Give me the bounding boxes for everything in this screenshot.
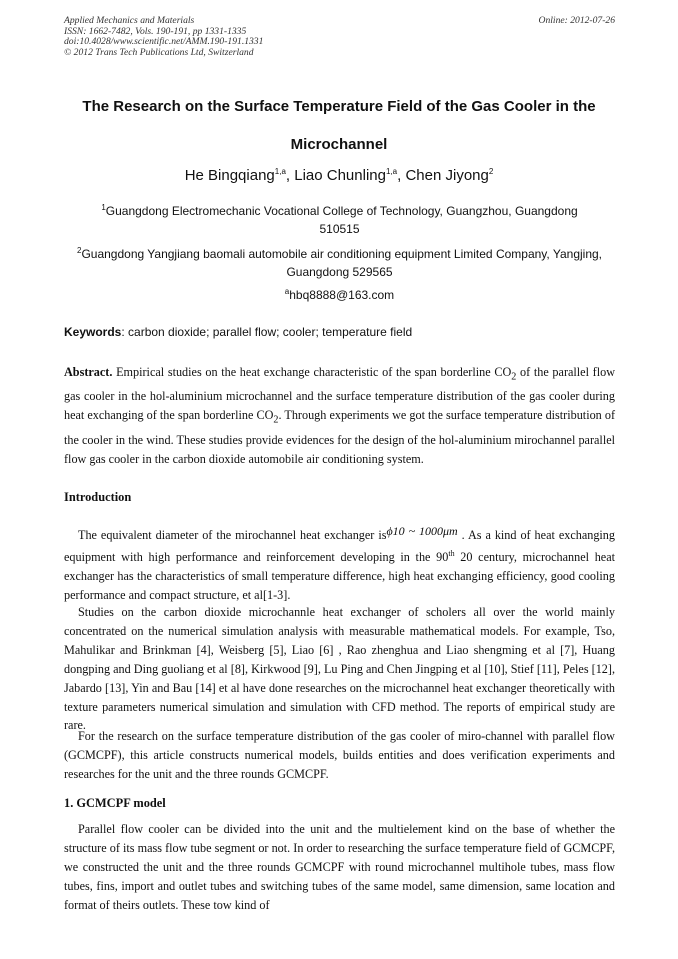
abstract-text: of the parallel flow gas cooler in the hol-aluminium microchannel and the surface temperature distribution of the gas cooler during heat exchanging of the span borderline CO	[64, 365, 615, 423]
paragraph-text: 20 century, microchannel heat exchanger has the characteristics of small temperature difference, high heat exchanging efficiency, good cooling performance and compact structure, et al[1-3].	[64, 549, 615, 602]
title-line-1: The Research on the Surface Temperature Field of the Gas Cooler in the	[82, 98, 596, 115]
affiliation-text: Guangdong Electromechanic Vocational College of Technology, Guangzhou, Guangdong	[105, 204, 578, 218]
section-1-paragraph-1: Parallel flow cooler can be divided into the unit and the multielement kind on the base of whether the structure of its mass flow tube segment or not. In order to researching the surface temperature field of GCMCPF, we constructed the unit and the three rounds GCMCPF with round microchannel multihole tubes, mass flow tubes, fins, import and outlet tubes and switching tubes of the same model, same dimension, same location and format of theirs outlets. These tow kind of	[64, 822, 615, 912]
abstract-text: . Through experiments we got the surface temperature distribution of the cooler in the wind. These studies provide evidences for the design of the hol-aluminium mirochannel parallel flow gas cooler in the carbon dioxide automobile air conditioning system.	[64, 408, 616, 466]
keywords-text: : carbon dioxide; parallel flow; cooler; temperature field	[121, 325, 413, 339]
affiliation-sup: 1	[101, 203, 106, 212]
journal-name: Applied Mechanics and Materials	[64, 15, 195, 26]
online-date: Online: 2012-07-26	[538, 15, 615, 26]
intro-paragraph-1	[64, 526, 615, 605]
superscript: th	[448, 548, 455, 558]
copyright: © 2012 Trans Tech Publications Ltd, Switzerland	[64, 46, 254, 58]
section-1-heading: 1. GCMCPF model	[64, 796, 166, 810]
author-sup: 1,a	[385, 167, 398, 176]
keywords	[64, 325, 615, 339]
abstract-label: Abstract.	[64, 365, 113, 379]
author-sup: 1,a	[274, 167, 286, 176]
abstract	[64, 363, 615, 468]
affiliation-text: Guangdong Yangjiang baomali automobile air conditioning equipment Limited Company, Yangjing,	[81, 247, 603, 261]
author-name: He Bingqiang	[184, 167, 275, 184]
email-link[interactable]: hbq8888@163.com	[289, 288, 395, 302]
author-list	[40, 167, 638, 184]
affiliation-1	[64, 202, 615, 238]
subscript: 2	[273, 414, 279, 426]
doi: doi:10.4028/www.scientific.net/AMM.190-191.1331	[64, 36, 264, 48]
author-name: Chen Jiyong	[405, 167, 489, 184]
paragraph-text: The equivalent diameter of the mirochannel heat exchanger is	[78, 528, 387, 542]
affiliation-sup: 2	[76, 246, 82, 255]
author-sep: ,	[285, 167, 295, 184]
keywords-label: Keywords	[64, 325, 122, 339]
author-sup: 2	[488, 167, 494, 176]
issn: ISSN: 1662-7482, Vols. 190-191, pp 1331-1335	[64, 25, 247, 37]
introduction-heading: Introduction	[64, 490, 132, 504]
intro-paragraph-3: For the research on the surface temperature distribution of the gas cooler of miro-channel with parallel flow (GCMCPF), this article constructs numerical models, builds entities and does verification experiments and researches for the unit and the three rounds GCMCPF.	[64, 729, 615, 781]
formula-diameter-range: ϕ10 ~ 1000μm	[386, 524, 458, 538]
author-name: Liao Chunling	[294, 167, 386, 184]
email-line	[64, 286, 615, 304]
affiliation-text: Guangdong 529565	[286, 265, 393, 279]
paragraph-text: . As a kind of heat exchanging equipment with high performance and reinforcement developing in the 90	[64, 528, 615, 564]
subscript: 2	[511, 371, 517, 383]
paper-title	[56, 88, 622, 164]
journal-header	[64, 16, 615, 58]
affiliation-text: 510515	[319, 222, 360, 236]
title-line-2: Microchannel	[290, 136, 388, 153]
affiliation-2	[64, 245, 615, 281]
email-sup: a	[284, 287, 290, 296]
author-sep: ,	[397, 167, 406, 184]
intro-paragraph-2: Studies on the carbon dioxide microchannle heat exchanger of scholers all over the world mainly concentrated on the numerical simulation analysis with measurable mathematical models. For example, Tso, Mahulikar and Brinkman [4], Weisberg [5], Liao [6] , Rao zhenghua and Liao shengming et al [7], Huang dongping and Ding guoliang et al [8], Kirkwood [9], Lu Ping and Chen Jingping et al [10], Stief [11], Peles [12], Jabardo [13], Yin and Bau [14] et al have done researches on the microchannel heat exchanger theoretically with texture parameters numerical simulation and simulation with CFD method. The reports of empirical study are rare.	[64, 605, 615, 733]
abstract-text: Empirical studies on the heat exchange characteristic of the span borderline CO	[112, 365, 512, 379]
